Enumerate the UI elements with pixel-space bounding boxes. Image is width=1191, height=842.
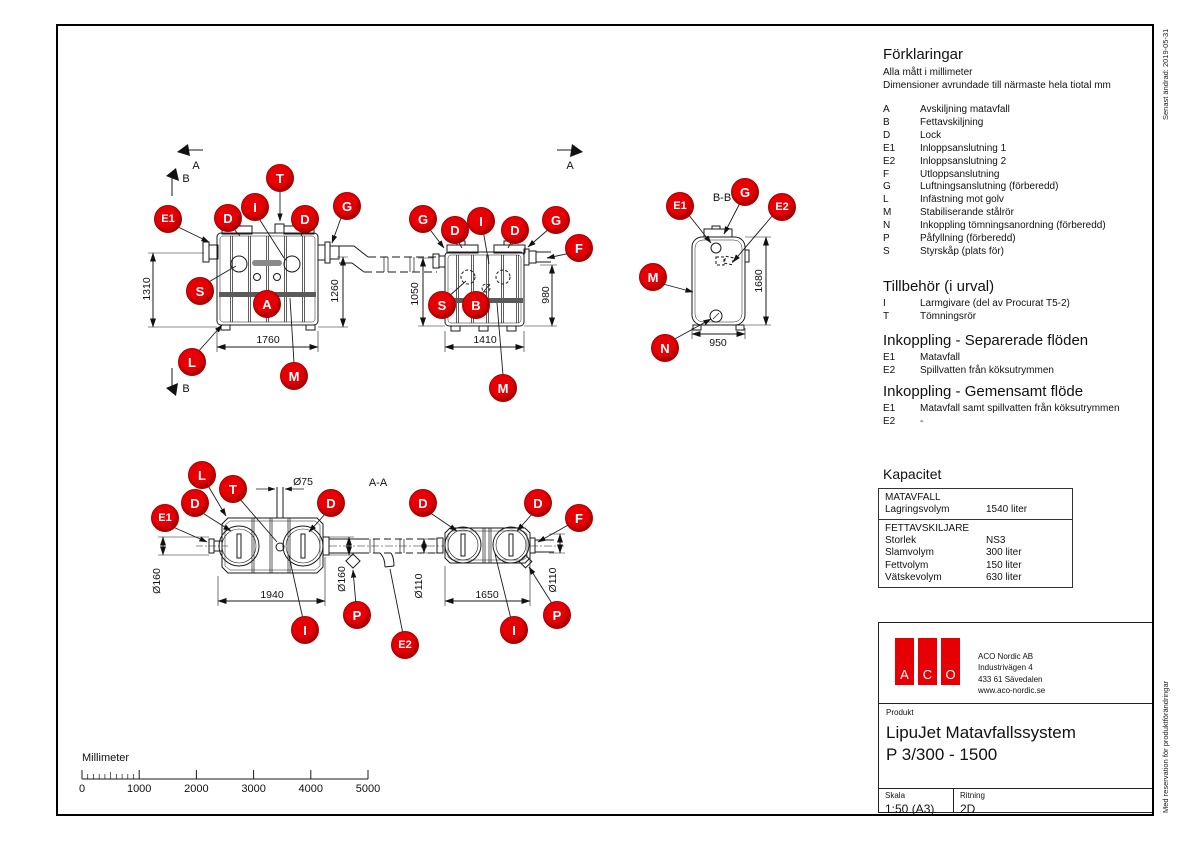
dimension-text: 1310 — [141, 277, 153, 301]
label-badge-e1: E1 — [666, 192, 694, 220]
label-badge-i: I — [467, 207, 495, 235]
sheet-frame — [57, 25, 1153, 815]
label-badge-d: D — [441, 216, 469, 244]
dimension-text: 1760 — [256, 334, 280, 346]
company-address-1: Industrivägen 4 — [978, 663, 1033, 673]
label-badge-e1: E1 — [151, 504, 179, 532]
label-badge-m: M — [639, 263, 667, 291]
dimension-text: 950 — [709, 337, 727, 349]
ruler-tick-label: 2000 — [184, 783, 209, 795]
product-line-1: LipuJet Matavfallssystem — [886, 723, 1076, 742]
label-badge-e2: E2 — [768, 193, 796, 221]
connection-common-title: Inkoppling - Gemensamt flöde — [883, 383, 1084, 400]
label-badge-e2: E2 — [391, 631, 419, 659]
connection-common-label: - — [920, 415, 924, 427]
section-label: B — [182, 383, 190, 395]
capacity-row-value: 300 liter — [986, 547, 1022, 559]
drawing-type-value: 2D — [960, 802, 976, 816]
legend-label: Stabiliserande stålrör — [920, 207, 1014, 219]
dimension-text: 1940 — [260, 589, 284, 601]
label-badge-i: I — [291, 616, 319, 644]
label-badge-g: G — [409, 205, 437, 233]
legend-key: E2 — [883, 155, 896, 167]
label-badge-s: S — [428, 291, 456, 319]
accessory-label: Larmgivare (del av Procurat T5-2) — [920, 298, 1070, 309]
accessory-key: I — [883, 298, 886, 309]
legend-label: Fettavskiljning — [920, 116, 984, 128]
legend-label: Inkoppling tömningsanordning (förberedd) — [920, 220, 1106, 232]
legend-label: Lock — [920, 129, 942, 141]
dimension-text: Ø75 — [293, 476, 313, 488]
label-badge-d: D — [501, 216, 529, 244]
scale-value: 1:50 (A3) — [885, 802, 935, 816]
aco-logo-letter: C — [918, 638, 937, 685]
section-label: B-B — [712, 192, 732, 204]
capacity-row-label: Lagringsvolym — [885, 504, 950, 515]
legend-label: Utloppsanslutning — [920, 168, 1000, 180]
legend-title: Förklaringar — [883, 46, 964, 63]
capacity-row-label: Slamvolym — [885, 547, 934, 559]
label-badge-d: D — [409, 489, 437, 517]
legend-label: Inloppsanslutning 2 — [920, 155, 1007, 167]
section-label: A — [192, 160, 200, 172]
dimension-text: Ø110 — [547, 567, 559, 593]
capacity-row-label: Fettvolym — [885, 559, 929, 571]
capacity-row-value: NS3 — [986, 535, 1006, 547]
company-address-2: 433 61 Sävedalen — [978, 674, 1043, 684]
label-badge-g: G — [542, 206, 570, 234]
connection-separate-key: E2 — [883, 364, 896, 376]
accessories-title: Tillbehör (i urval) — [883, 278, 995, 295]
label-badge-l: L — [178, 348, 206, 376]
company-name: ACO Nordic AB — [978, 652, 1034, 661]
legend-key: B — [883, 116, 890, 128]
legend-key: P — [883, 233, 890, 245]
capacity-row-label: Vätskevolym — [885, 571, 942, 583]
dimension-text: 1650 — [475, 589, 499, 601]
connection-separate-title: Inkoppling - Separerade flöden — [883, 332, 1089, 349]
section-label: A-A — [368, 477, 388, 489]
dimension-text: Ø160 — [336, 566, 348, 592]
reservation-note: Med reservation för produktförändringar — [1161, 680, 1170, 813]
label-badge-d: D — [181, 489, 209, 517]
legend-key: M — [883, 207, 892, 219]
dimension-text: 1410 — [473, 334, 497, 346]
company-website: www.aco-nordic.se — [978, 685, 1046, 695]
label-badge-f: F — [565, 234, 593, 262]
legend-key: D — [883, 129, 891, 141]
ruler-title: Millimeter — [82, 752, 130, 764]
label-badge-d: D — [214, 204, 242, 232]
label-badge-p: P — [343, 601, 371, 629]
label-badge-f: F — [565, 504, 593, 532]
label-badge-e1: E1 — [154, 205, 182, 233]
legend-key: G — [883, 181, 891, 193]
legend-key: A — [883, 104, 890, 115]
connection-common-key: E2 — [883, 415, 896, 427]
legend-label: Inloppsanslutning 1 — [920, 142, 1007, 154]
legend-label: Infästning mot golv — [920, 194, 1004, 206]
legend-label: Avskiljning matavfall — [920, 104, 1010, 115]
dimension-text: Ø160 — [151, 568, 163, 594]
label-badge-g: G — [731, 178, 759, 206]
aco-logo-letter: O — [941, 638, 960, 685]
ruler-tick-label: 3000 — [241, 783, 266, 795]
label-badge-a: A — [253, 290, 281, 318]
capacity-row-value: 150 liter — [986, 559, 1022, 571]
label-badge-d: D — [317, 489, 345, 517]
product-label: Produkt — [886, 708, 914, 717]
label-badge-t: T — [266, 164, 294, 192]
connection-separate-label: Spillvatten från köksutrymmen — [920, 364, 1054, 376]
label-badge-s: S — [186, 277, 214, 305]
capacity-title: Kapacitet — [883, 466, 942, 482]
label-badge-i: I — [241, 193, 269, 221]
ruler-tick-label: 4000 — [298, 783, 324, 795]
label-badge-i: I — [500, 616, 528, 644]
accessory-label: Tömningsrör — [920, 310, 977, 322]
section-label: B — [182, 173, 190, 185]
accessory-key: T — [883, 310, 890, 322]
connection-common-label: Matavfall samt spillvatten från köksutrymmen — [920, 403, 1120, 414]
scale-label: Skala — [885, 791, 906, 800]
label-badge-p: P — [543, 601, 571, 629]
label-badge-g: G — [333, 192, 361, 220]
legend-key: F — [883, 168, 890, 180]
dimension-text: 980 — [540, 286, 552, 304]
label-badge-t: T — [219, 475, 247, 503]
ruler-tick-label: 0 — [78, 783, 86, 795]
label-badge-l: L — [188, 461, 216, 489]
legend-key: E1 — [883, 142, 896, 154]
dimension-text: 1260 — [329, 279, 341, 303]
label-badge-m: M — [489, 374, 517, 402]
legend-subtitle-1: Alla mått i millimeter — [883, 67, 973, 78]
legend-key: L — [883, 194, 889, 206]
connection-separate-key: E1 — [883, 352, 896, 363]
ruler-tick-label: 5000 — [355, 783, 381, 795]
drawing-type-label: Ritning — [960, 791, 985, 800]
connection-common-key: E1 — [883, 403, 896, 414]
label-badge-n: N — [651, 334, 679, 362]
dimension-text: 1680 — [753, 269, 765, 293]
last-modified-note: Senast ändrad: 2019-05-31 — [1161, 28, 1170, 120]
label-badge-m: M — [280, 362, 308, 390]
capacity-section-header: FETTAVSKILJARE — [885, 523, 970, 535]
legend-label: Luftningsanslutning (förberedd) — [920, 181, 1059, 193]
dimension-text: 1050 — [409, 282, 421, 306]
label-badge-d: D — [291, 205, 319, 233]
label-badge-d: D — [524, 489, 552, 517]
label-badge-b: B — [462, 291, 490, 319]
legend-subtitle-2: Dimensioner avrundade till närmaste hela tiotal mm — [883, 80, 1111, 91]
aco-logo-letter: A — [895, 638, 914, 685]
connection-separate-label: Matavfall — [920, 352, 961, 363]
capacity-section-header: MATAVFALL — [885, 492, 941, 503]
legend-key: S — [883, 245, 890, 257]
ruler-tick-label: 1000 — [126, 783, 152, 795]
section-label: A — [566, 160, 574, 172]
capacity-row-value: 630 liter — [986, 571, 1022, 583]
legend-label: Påfyllning (förberedd) — [920, 233, 1016, 245]
legend-key: N — [883, 220, 891, 232]
product-line-2: P 3/300 - 1500 — [886, 745, 998, 764]
capacity-row-label: Storlek — [885, 535, 917, 547]
capacity-row-value: 1540 liter — [986, 504, 1028, 515]
legend-label: Styrskåp (plats för) — [920, 245, 1004, 257]
dimension-text: Ø110 — [413, 573, 425, 599]
